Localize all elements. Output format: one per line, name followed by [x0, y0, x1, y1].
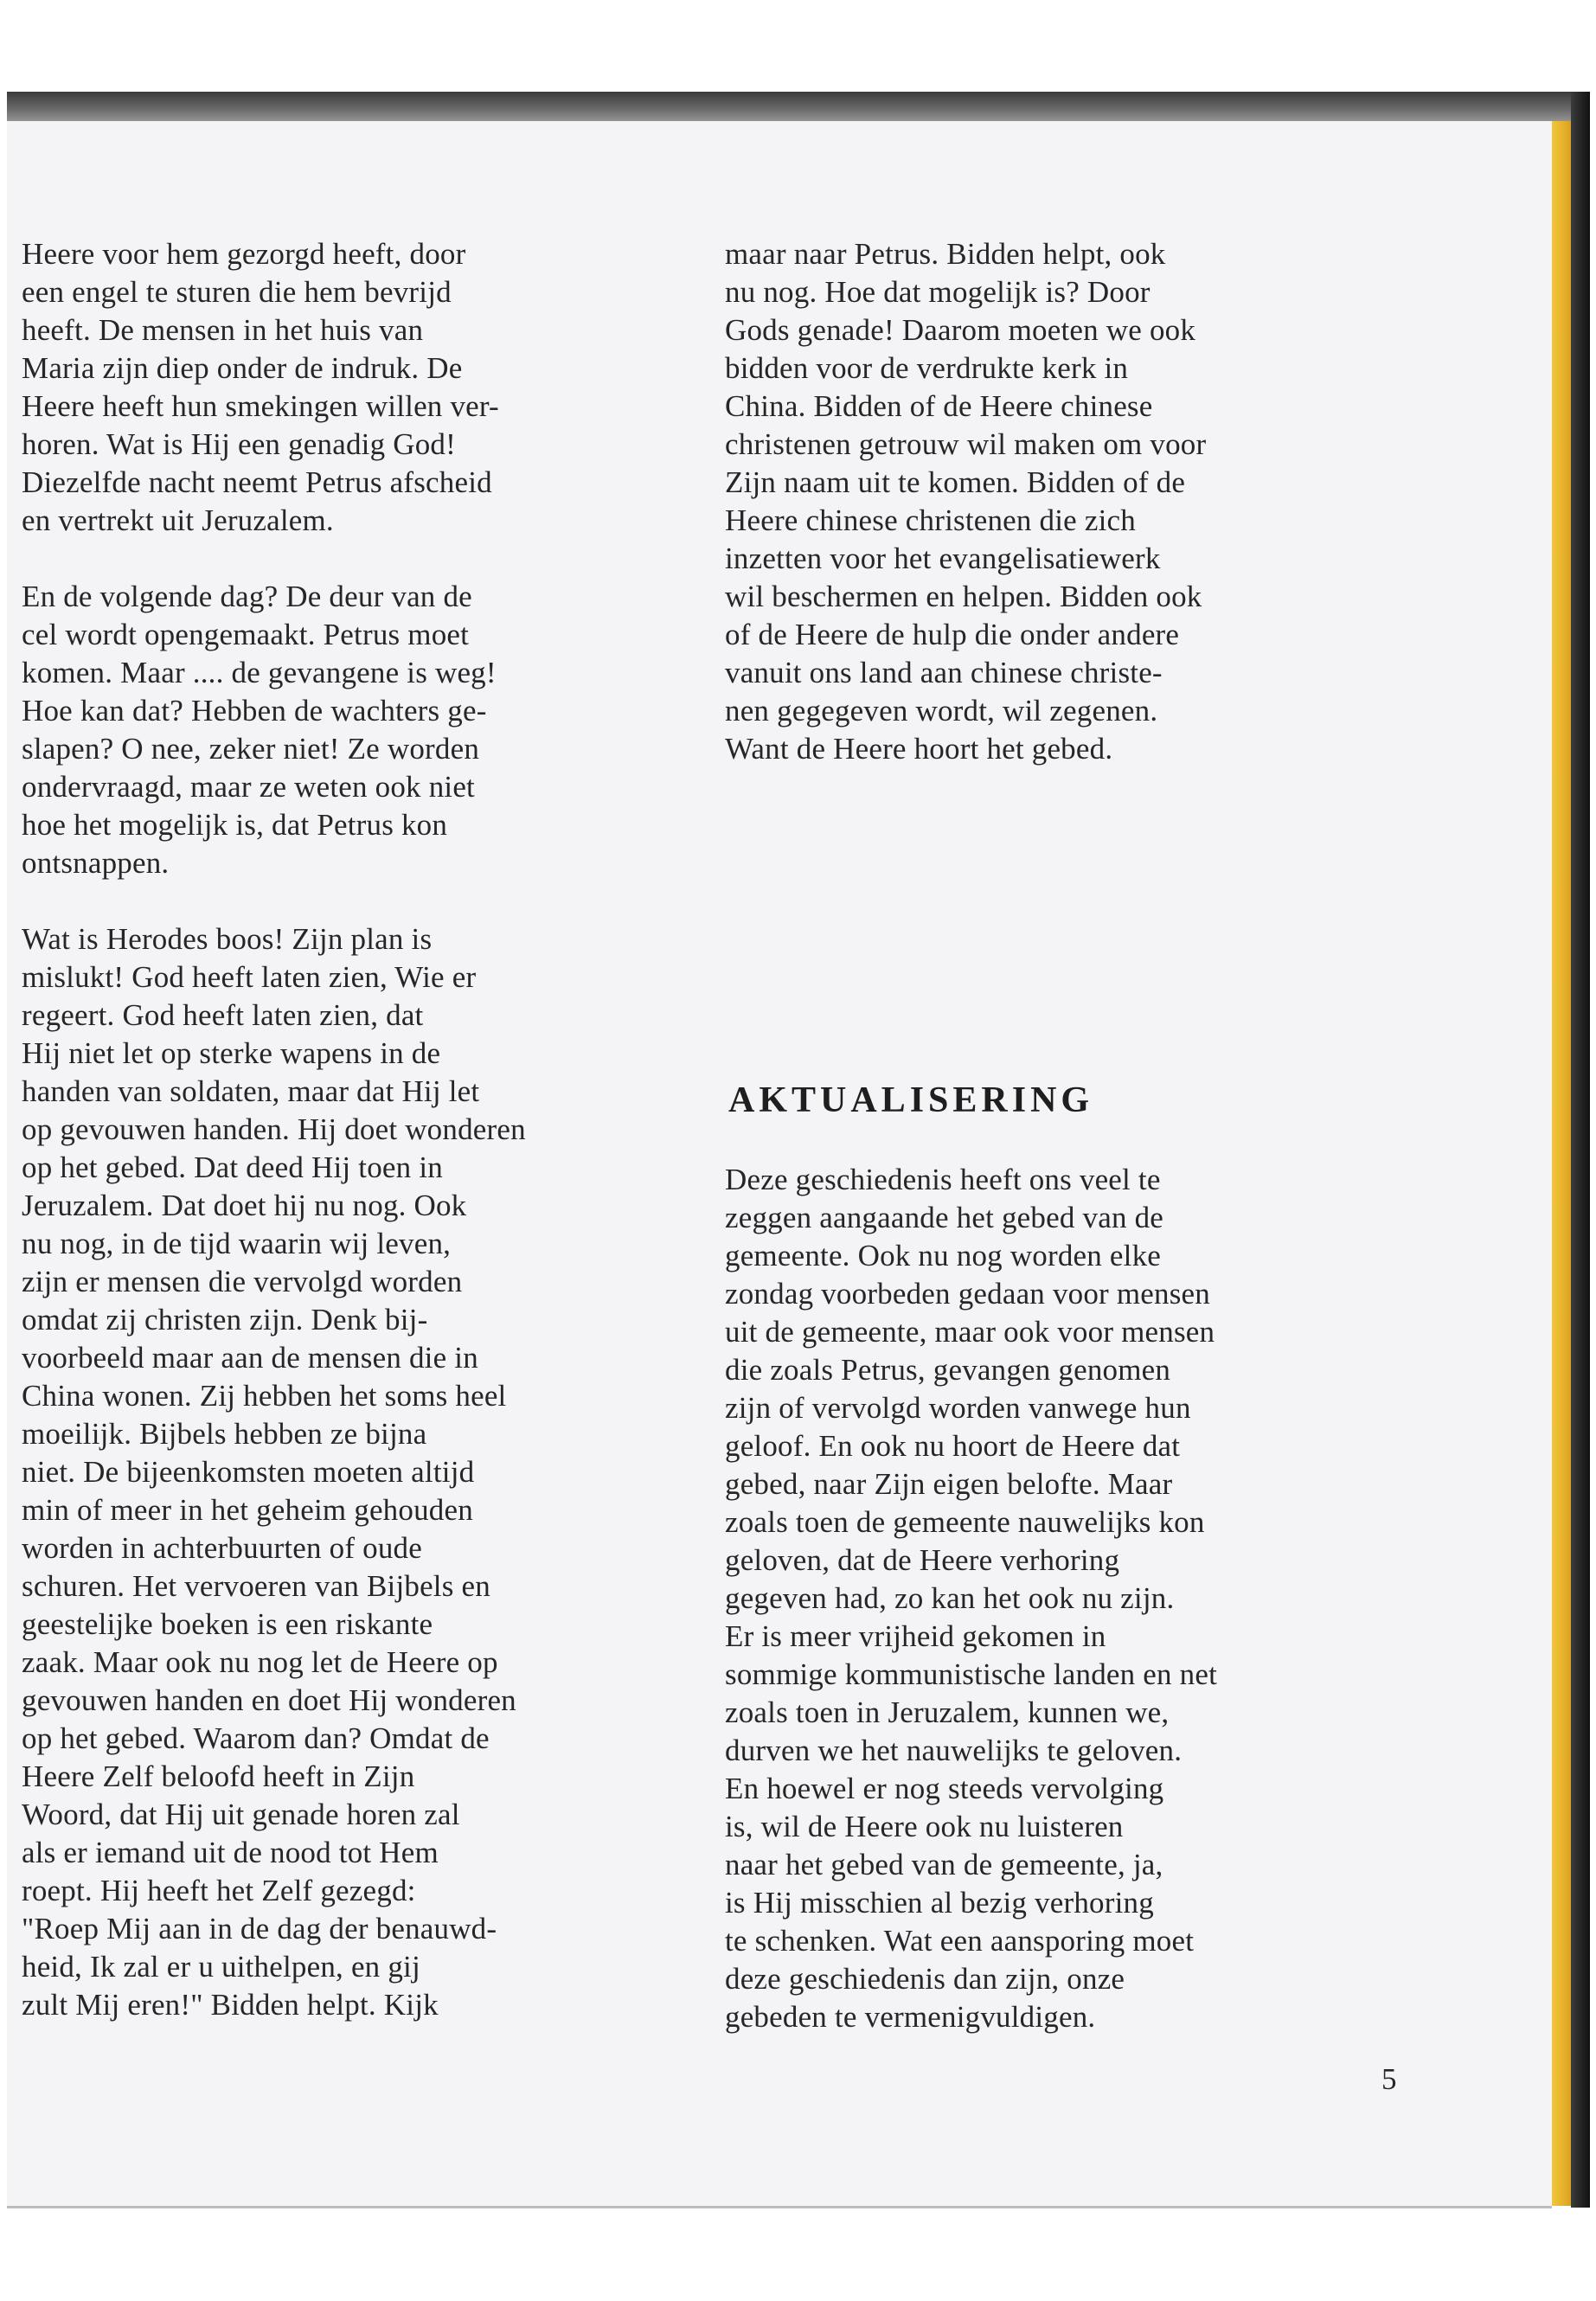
right-text-column-bottom: [725, 1161, 1217, 2036]
paragraph: maar naar Petrus. Bidden helpt, ook nu nog. Hoe dat mogelijk is? Door Gods genade! Daarom moeten we ook bidden voor de verdrukte kerk in China. Bidden of de Heere chinese christenen getrouw wil maken om voor Zijn naam uit te komen. Bidden of de Heere chinese christenen die zich inzetten voor het evangelisatiewerk wil beschermen en helpen. Bidden ook of de Heere de hulp die onder andere vanuit ons land aan chinese christe- nen gegegeven wordt, wil zegenen. Want de Heere hoort het gebed.: [725, 237, 1207, 766]
page-number: 5: [1381, 2062, 1397, 2096]
scan-background: [0, 0, 1596, 92]
section-heading: AKTUALISERING: [728, 1080, 1094, 1120]
left-text-column: [22, 235, 705, 2024]
paragraph: En de volgende dag? De deur van de cel wordt opengemaakt. Petrus moet komen. Maar .... de gevangene is weg! Hoe kan dat? Hebben de wachters ge- slapen? O nee, zeker niet! Ze worden ondervraagd, maar ze weten ook niet hoe het mogelijk is, dat Petrus kon ontsnappen.: [22, 580, 497, 880]
page-edge-binding: [1552, 121, 1571, 2206]
paragraph: Wat is Herodes boos! Zijn plan is mislukt! God heeft laten zien, Wie er regeert. God heeft laten zien, dat Hij niet let op sterke wapens in de handen van soldaten, maar dat Hij let op gevouwen handen. Hij doet wonderen op het gebed. Dat deed Hij toen in Jeruzalem. Dat doet hij nu nog. Ook nu nog, in de tijd waarin wij leven, zijn er mensen die vervolgd worden omdat zij christen zijn. Denk bij- voorbeeld maar aan de mensen die in China wonen. Zij hebben het soms heel moeilijk. Bijbels hebben ze bijna niet. De bijeenkomsten moeten altijd min of meer in het geheim gehouden worden in achterbuurten of oude schuren. Het vervoeren van Bijbels en geestelijke boeken is een riskante zaak. Maar ook nu nog let de Heere op gevouwen handen en doet Hij wonderen op het gebed. Waarom dan? Omdat de Heere Zelf beloofd heeft in Zijn Woord, dat Hij uit genade horen zal als er iemand uit de nood tot Hem roept. Hij heeft het Zelf gezegd: "Roep Mij aan in de dag der benauwd- heid, Ik zal er u uithelpen, en gij zult Mij eren!" Bidden helpt. Kijk: [22, 922, 526, 2022]
paragraph: Heere voor hem gezorgd heeft, door een engel te sturen die hem bevrijd heeft. De mensen in het huis van Maria zijn diep onder de indruk. De Heere heeft hun smekingen willen ver- horen. Wat is Hij een genadig God! Diezelfde nacht neemt Petrus afscheid en vertrekt uit Jeruzalem.: [22, 237, 499, 537]
scan-top-edge: [7, 92, 1588, 123]
right-text-column-top: [725, 235, 1400, 768]
paragraph-gap: [22, 882, 705, 920]
paragraph: Deze geschiedenis heeft ons veel te zeggen aangaande het gebed van de gemeente. Ook nu nog worden elke zondag voorbeden gedaan voor mensen uit de gemeente, maar ook voor mensen die zoals Petrus, gevangen genomen zijn of vervolgd worden vanwege hun geloof. En ook nu hoort de Heere dat gebed, naar Zijn eigen belofte. Maar zoals toen de gemeente nauwelijks kon geloven, dat de Heere verhoring gegeven had, zo kan het ook nu zijn. Er is meer vrijheid gekomen in sommige kommunistische landen en net zoals toen in Jeruzalem, kunnen we, durven we het nauwelijks te geloven. En hoewel er nog steeds vervolging is, wil de Heere ook nu luisteren naar het gebed van de gemeente, ja, is Hij misschien al bezig verhoring te schenken. Wat een aansporing moet deze geschiedenis dan zijn, onze gebeden te vermenigvuldigen.: [725, 1163, 1218, 2034]
scan-right-edge: [1571, 92, 1590, 2208]
paragraph-gap: [22, 540, 705, 578]
